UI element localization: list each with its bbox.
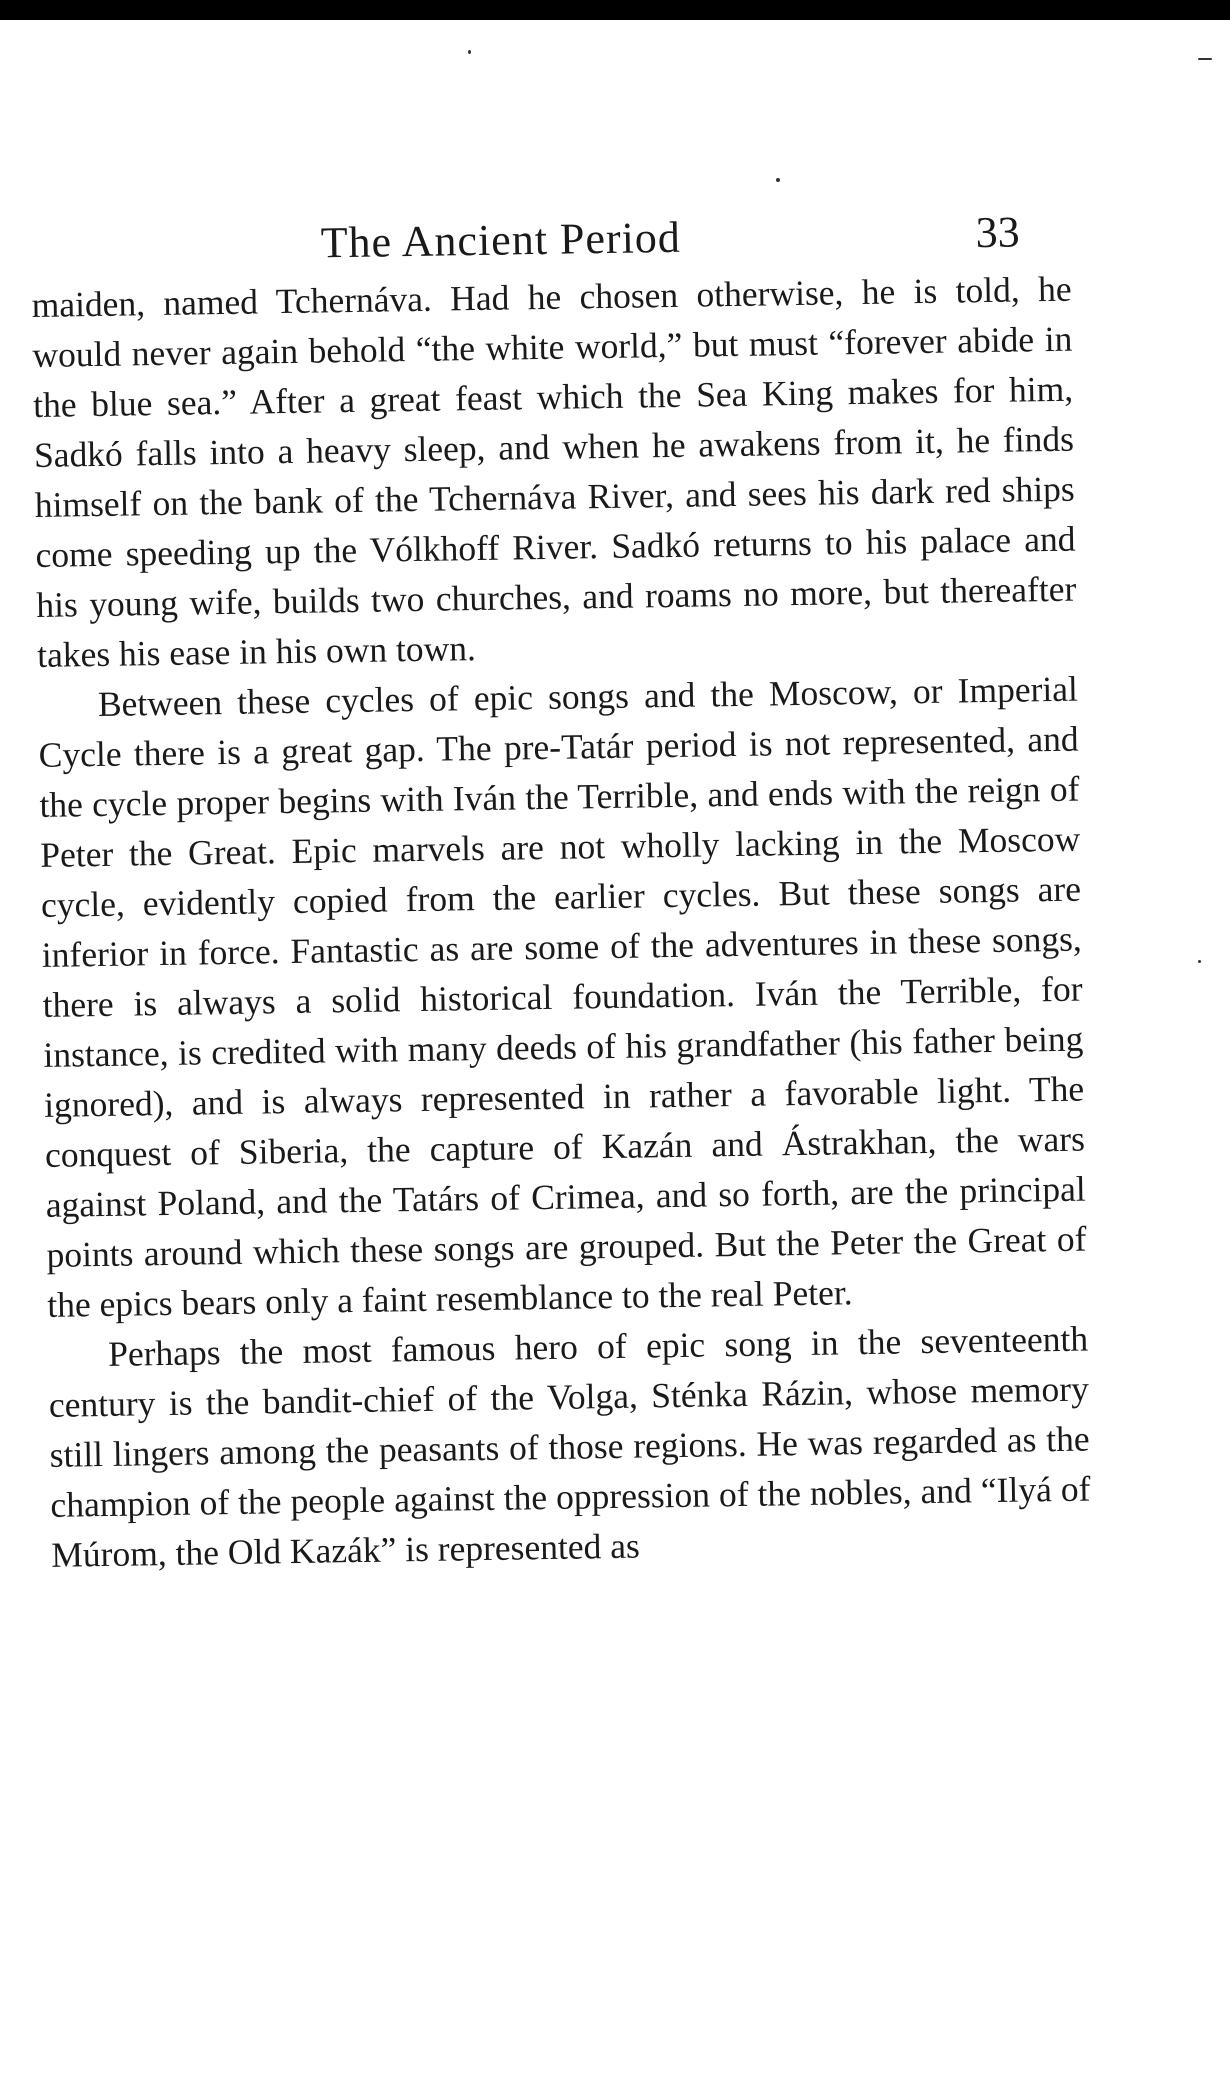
scan-border: [0, 0, 1230, 20]
running-title: The Ancient Period: [320, 212, 682, 268]
body-text: [31, 264, 1091, 1580]
paragraph: maiden, named Tchernáva. Had he chosen otherwise, he is told, he would never again behold “the white world,” but must “forever abide in the blue sea.” After a great feast which the Sea King makes for him, Sadkó falls into a heavy sleep, and when he awakens from it, he finds himself on the bank of the Tchernáva River, and sees his dark red ships come speeding up the Vólkhoff River. Sadkó returns to his palace and his young wife, builds two churches, and roams no more, but thereafter takes his ease in his own town.: [31, 268, 1077, 675]
scan-speck: [1198, 58, 1212, 60]
paragraph: Between these cycles of epic songs and the Moscow, or Imperial Cycle there is a great gap. The pre-Tatár period is not represented, and the cycle proper begins with Iván the Terrible, and ends with the reign of Peter the Great. Epic marvels are not wholly lacking in the Moscow cycle, evidently copied from the earlier cycles. But these songs are inferior in force. Fantastic as are some of the adventures in these songs, there is always a solid historical foundation. Iván the Terrible, for instance, is credited with many deeds of his grandfather (his father being ignored), and is always represented in rather a favorable light. The conquest of Siberia, the capture of Kazán and Ástrakhan, the wars against Poland, and the Tatárs of Crimea, and so forth, are the principal points around which these songs are grouped. But the Peter the Great of the epics bears only a faint resemblance to the real Peter.: [38, 668, 1087, 1325]
scan-speck: [1198, 960, 1201, 963]
page-header: [30, 184, 1071, 280]
book-page: [30, 184, 1092, 1580]
page-number: 33: [975, 207, 1021, 258]
paragraph: Perhaps the most famous hero of epic song in the seventeenth century is the bandit-chief of the Volga, Sténka Rázin, whose memory still lingers among the peasants of those regions. He was regarded as the champion of the people against the oppression of the nobles, and “Ilyá of Múrom, the Old Kazák” is represented as: [48, 1318, 1091, 1575]
scan-speck: [776, 178, 780, 182]
scan-speck: [468, 50, 471, 54]
